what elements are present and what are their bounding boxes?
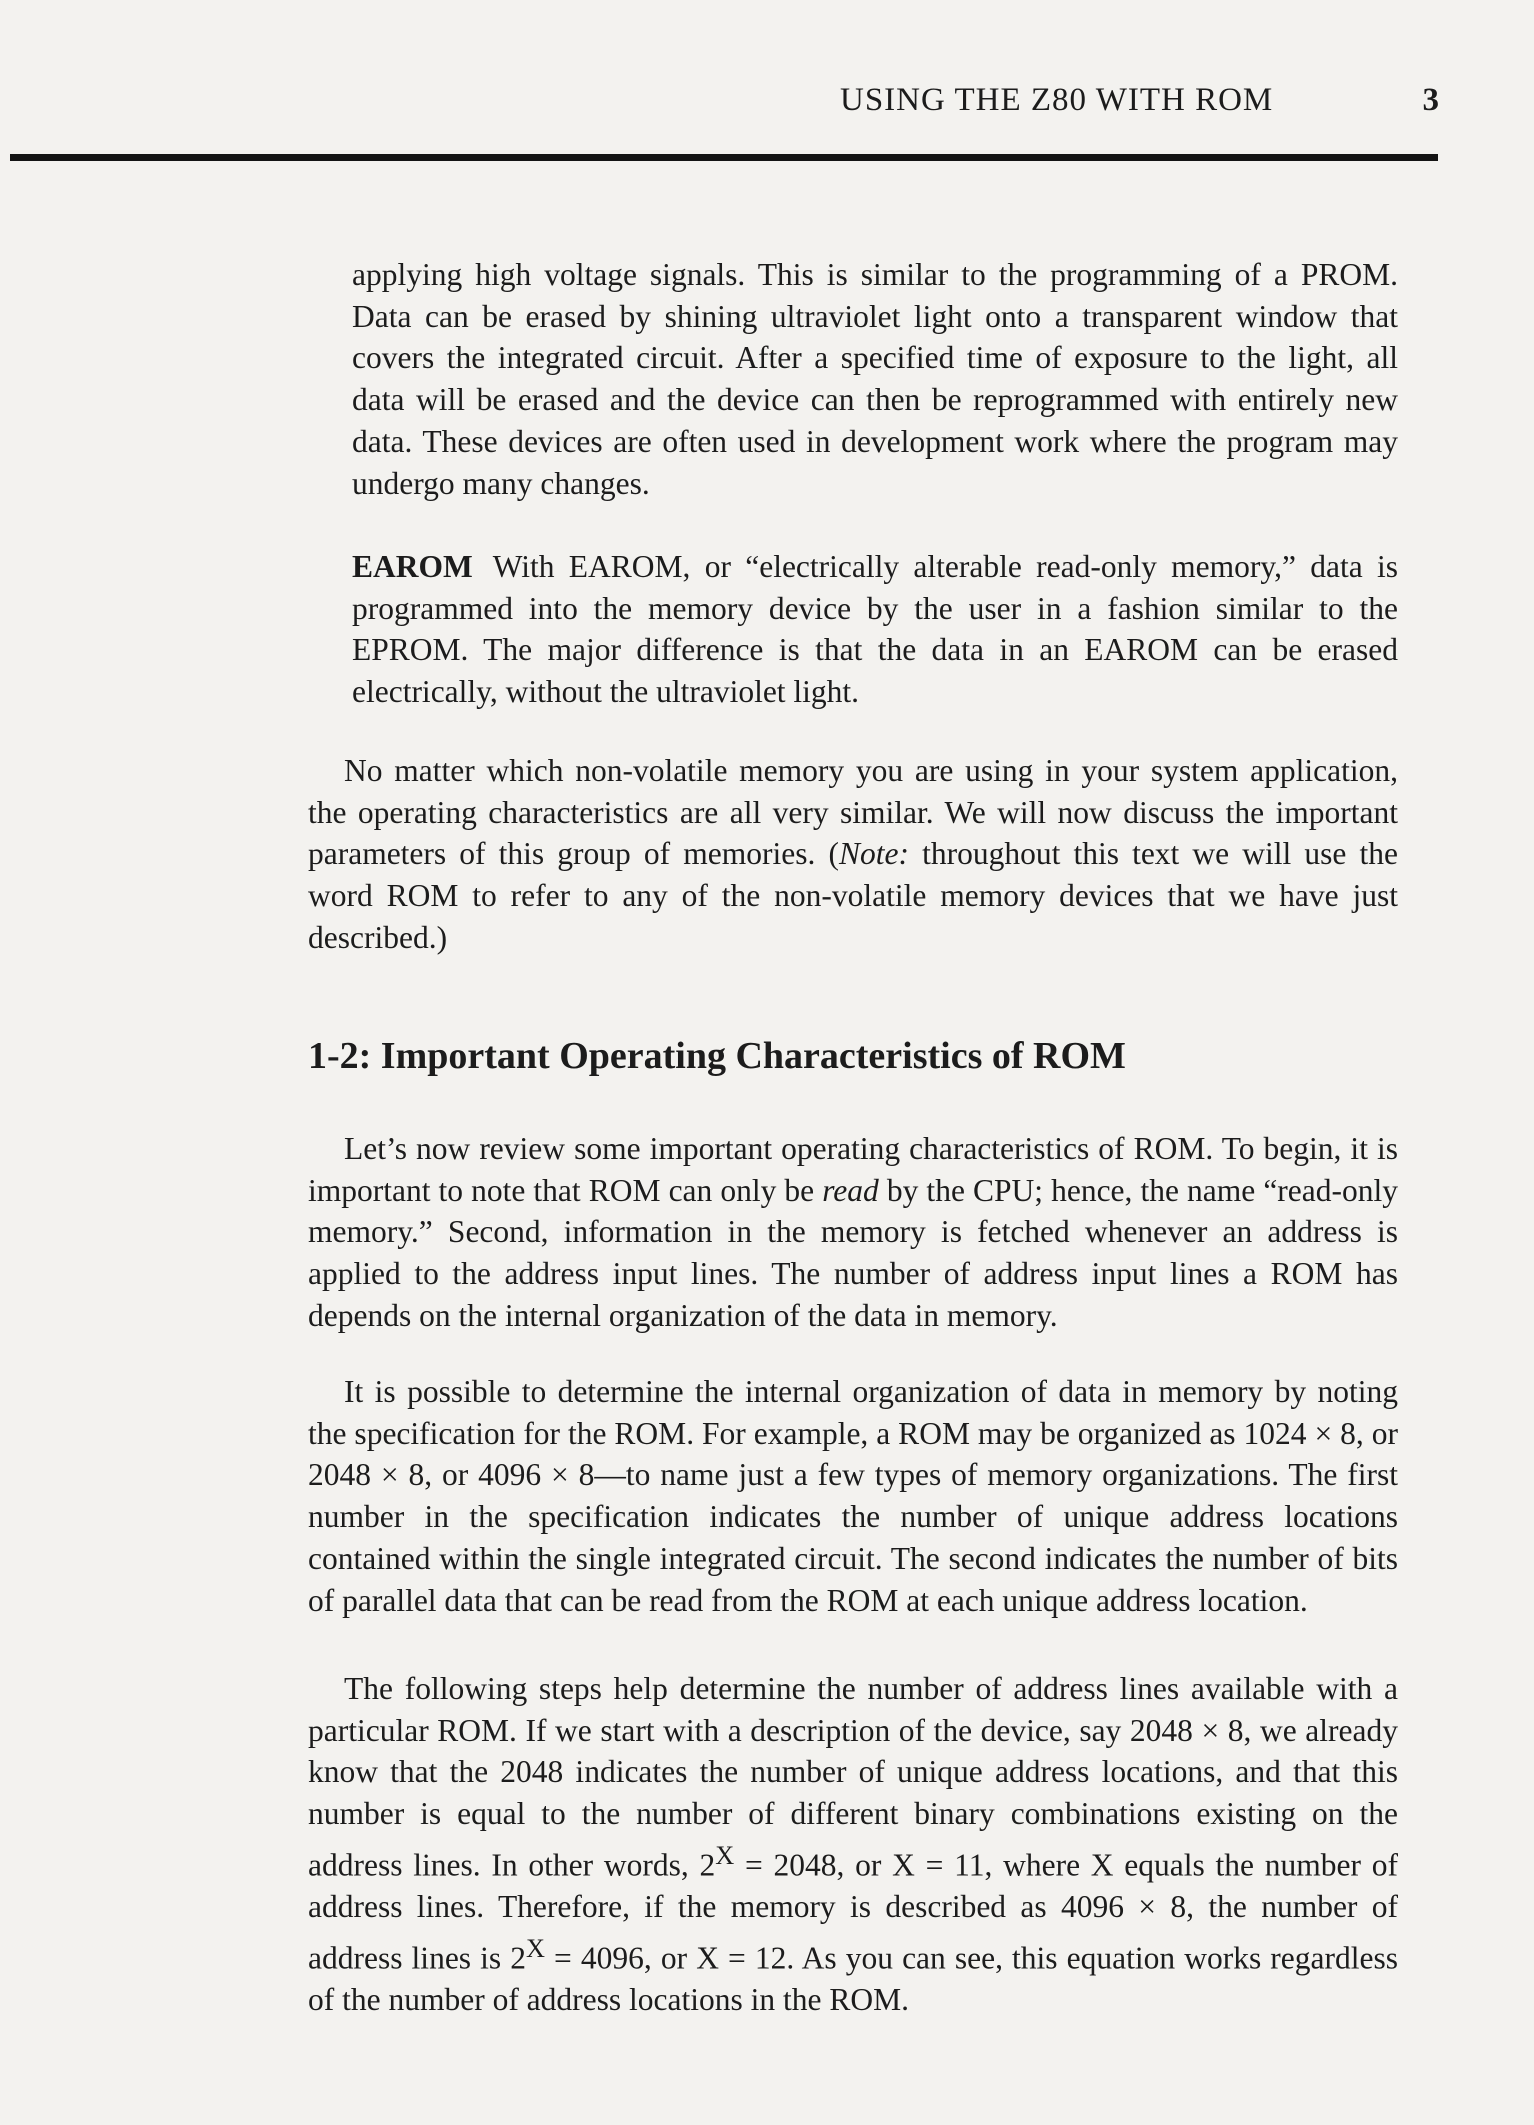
p3-text-part-2: = 2048, or X = 11, where X equals the number of address lines. Therefore, if the memory is described as 4096 × 8, the number of address lines is 2 [308, 1847, 1399, 1976]
section-paragraph-3 [308, 1668, 1398, 2021]
p3-text-part-1: The following steps help determine the number of address lines available with a particular ROM. If we start with a description of the device, say 2048 × 8, we already know that the 2048 indicates the number of unique address locations, and that this number is equal to the number of different binary combinations existing on the address lines. In other words, 2 [308, 1671, 1398, 1883]
section-paragraph-1 [308, 1128, 1398, 1337]
exponent-x-1: X [715, 1840, 735, 1870]
eprom-continuation-paragraph [352, 254, 1398, 504]
section-paragraph-2 [308, 1371, 1398, 1621]
section-heading: 1-2: Important Operating Characteristics of ROM [308, 1035, 1126, 1077]
exponent-x-2: X [526, 1933, 545, 1963]
summary-paragraph [308, 750, 1398, 959]
earom-term: EAROM [352, 549, 473, 584]
running-title: USING THE Z80 WITH ROM [840, 82, 1274, 118]
summary-text-after-note: throughout this text we will use the word ROM to refer to any of the non-volatile memory devices that we have just described.) [308, 836, 1398, 955]
p1-text-before-emphasis: Let’s now review some important operating characteristics of ROM. To begin, it is important to note that ROM can only be [308, 1131, 1398, 1208]
paragraph-text: applying high voltage signals. This is similar to the programming of a PROM. Data can be erased by shining ultraviolet light onto a transparent window that covers the integrated circuit. After a specified time of exposure to the light, all data will be erased and the device can then be reprogrammed with entirely new data. These devices are often used in development work where the program may undergo many changes. [352, 257, 1398, 501]
summary-text-before-note: No matter which non-volatile memory you are using in your system application, the operating characteristics are all very similar. We will now discuss the important parameters of this group of memories. ( [308, 753, 1398, 872]
p2-text: It is possible to determine the internal organization of data in memory by noting the specification for the ROM. For example, a ROM may be organized as 1024 × 8, or 2048 × 8, or 4096 × 8—to name just a few types of memory organizations. The first number in the specification indicates the number of unique address locations contained within the single integrated circuit. The second indicates the number of bits of parallel data that can be read from the ROM at each unique address location. [308, 1374, 1398, 1618]
note-label: Note: [838, 836, 909, 872]
p1-text-after-emphasis: by the CPU; hence, the name “read-only memory.” Second, information in the memory is fetched whenever an address is applied to the address input lines. The number of address input lines a ROM has depends on the internal organization of the data in memory. [308, 1172, 1398, 1333]
header-rule [10, 154, 1438, 161]
page-number: 3 [1422, 82, 1440, 118]
earom-definition-text: With EAROM, or “electrically alterable read-only memory,” data is programmed into the memory device by the user in a fashion similar to the EPROM. The major difference is that the data in an EAROM can be erased electrically, without the ultraviolet light. [352, 549, 1398, 710]
read-emphasis: read [822, 1172, 879, 1208]
p3-text-part-3: = 4096, or X = 12. As you can see, this equation works regardless of the number of address locations in the ROM. [308, 1940, 1398, 2017]
earom-definition [352, 546, 1398, 713]
